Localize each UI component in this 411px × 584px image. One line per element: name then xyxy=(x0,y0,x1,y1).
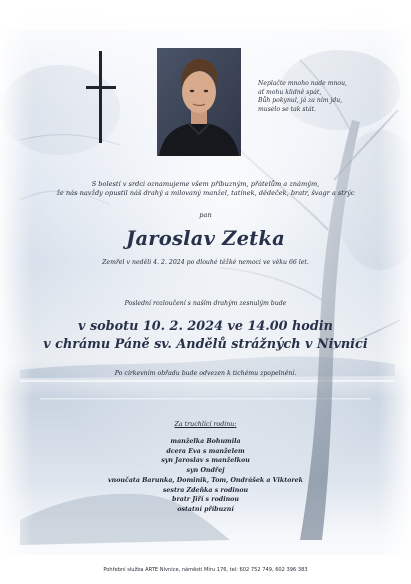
poem-verse xyxy=(258,80,368,114)
funeral-service-footer: Pohřební služba ARTE Nivnice, náměstí Míru 176, tel: 602 752 749, 602 396 383 xyxy=(103,567,308,573)
cremation-notice: Po církevním obřadu bude odvezen k tichému zpopelnění. xyxy=(114,370,297,377)
poem-line: Neplačte mnoho nade mnou, xyxy=(258,80,347,87)
ceremony-place: v chrámu Páně sv. Andělů strážných v Nivnici xyxy=(43,336,368,352)
intro-line: že nás navždy opustil náš drahý a milovaný manžel, tatínek, dědeček, bratr, švagr a strýc xyxy=(56,189,355,198)
mourners-list xyxy=(0,437,411,515)
mourner-item: syn Jaroslav s manželkou xyxy=(161,457,250,465)
intro-line: S bolestí v srdci oznamujeme všem příbuzným, přátelům a známým, xyxy=(91,180,320,188)
title-pan: pan xyxy=(199,211,212,219)
cross-icon xyxy=(86,51,116,143)
deceased-portrait-photo xyxy=(157,48,241,156)
ceremony-details xyxy=(0,318,411,353)
mourner-item: ostatní příbuzní xyxy=(177,505,234,513)
poem-line: Bůh pokynul, já za ním jdu, xyxy=(258,97,343,105)
mourner-item: dcera Eva s manželem xyxy=(166,447,245,455)
poem-line: ať mohu klidně spát, xyxy=(258,88,322,96)
mourners-heading-text: Za truchlící rodinu: xyxy=(174,421,237,428)
poem-line: muselo se tak stát. xyxy=(258,105,316,113)
mourner-item: vnoučata Barunka, Dominik, Tom, Ondrášek a Viktorek xyxy=(107,476,304,484)
deceased-name: Jaroslav Zetka xyxy=(126,227,285,250)
death-notice: Zemřel v neděli 4. 2. 2024 po dlouhé těžké nemoci ve věku 66 let. xyxy=(102,259,309,266)
mourner-item: sestra Zdeňka s rodinou xyxy=(162,486,249,494)
mourners-heading xyxy=(0,421,411,428)
mourner-item: syn Ondřej xyxy=(186,467,225,475)
farewell-notice: Poslední rozloučení s naším drahým zesnulým bude xyxy=(124,300,287,307)
ceremony-date: v sobotu 10. 2. 2024 ve 14.00 hodin xyxy=(78,319,333,334)
intro-text xyxy=(0,180,411,199)
mourner-item: manželka Bohumila xyxy=(170,438,241,445)
mourner-item: bratr Jiří s rodinou xyxy=(172,496,239,504)
